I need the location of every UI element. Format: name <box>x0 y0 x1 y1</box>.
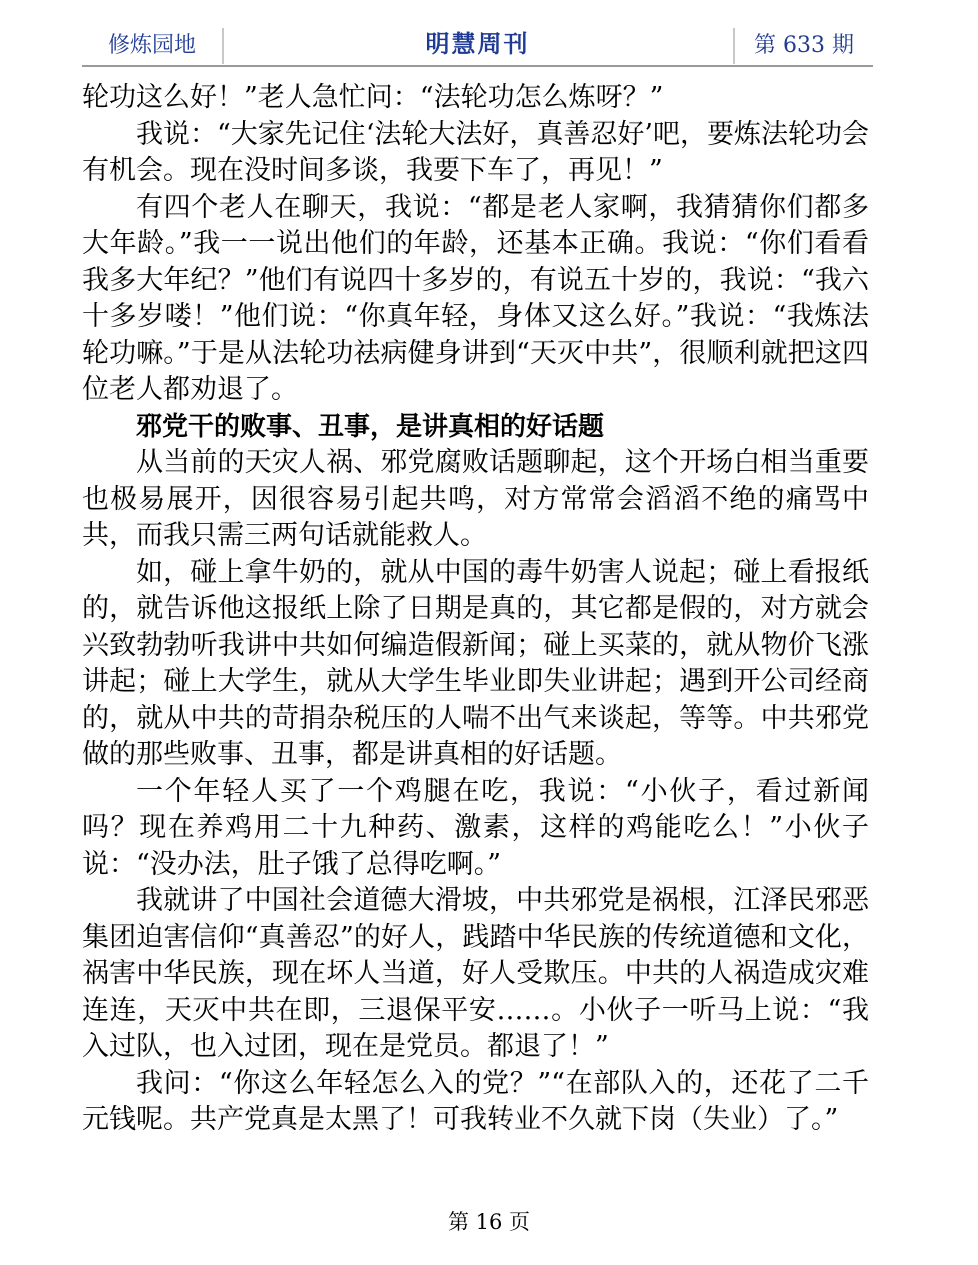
header-divider <box>82 65 873 67</box>
page-header <box>82 28 873 68</box>
paragraph: 如，碰上拿牛奶的，就从中国的毒牛奶害人说起；碰上看报纸的，就告诉他这报纸上除了日期是真的，其它都是假的，对方就会兴致勃勃听我讲中共如何编造假新闻；碰上买菜的，就从物价飞涨讲起；碰上大学生，就从大学生毕业即失业讲起；遇到开公司经商的，就从中共的苛捐杂税压的人喘不出气来谈起，等等。中共邪党做的那些败事、丑事，都是讲真相的好话题。 <box>82 556 869 770</box>
section-heading: 邪党干的败事、丑事，是讲真相的好话题 <box>136 411 605 442</box>
paragraph-continuation: 轮功这么好！”老人急忙问：“法轮功怎么炼呀？” <box>82 82 664 113</box>
paragraph: 我说：“大家先记住‘法轮大法好，真善忍好’吧，要炼法轮功会有机会。现在没时间多谈，我要下车了，再见！” <box>82 118 869 186</box>
paragraph: 我问：“你这么年轻怎么入的党？”“在部队入的，还花了二千元钱呢。共产党真是太黑了！可我转业不久就下岗（失业）了。” <box>82 1067 869 1135</box>
issue-number: 第 633 期 <box>733 28 873 64</box>
section-label: 修炼园地 <box>82 28 224 64</box>
publication-title: 明慧周刊 <box>425 30 530 58</box>
page-number: 第 16 页 <box>447 1210 531 1234</box>
article-body <box>82 80 869 1139</box>
paragraph: 一个年轻人买了一个鸡腿在吃，我说：“小伙子，看过新闻吗？现在养鸡用二十九种药、激素，这样的鸡能吃么！”小伙子说：“没办法，肚子饿了总得吃啊。” <box>82 775 869 880</box>
paragraph: 有四个老人在聊天，我说：“都是老人家啊，我猜猜你们都多大年龄。”我一一说出他们的年龄，还基本正确。我说：“你们看看我多大年纪？”他们有说四十多岁的，有说五十岁的，我说：“我六十多岁喽！”他们说：“你真年轻，身体又这么好。”我说：“我炼法轮功嘛。”于是从法轮功祛病健身讲到“天灭中共”，很顺利就把这四位老人都劝退了。 <box>82 191 869 405</box>
paragraph: 我就讲了中国社会道德大滑坡，中共邪党是祸根，江泽民邪恶集团迫害信仰“真善忍”的好人，践踏中华民族的传统道德和文化，祸害中华民族，现在坏人当道，好人受欺压。中共的人祸造成灾难连连，天灭中共在即，三退保平安……。小伙子一听马上说：“我入过队，也入过团，现在是党员。都退了！” <box>82 885 869 1062</box>
paragraph: 从当前的天灾人祸、邪党腐败话题聊起，这个开场白相当重要也极易展开，因很容易引起共鸣，对方常常会滔滔不绝的痛骂中共，而我只需三两句话就能救人。 <box>82 447 869 551</box>
